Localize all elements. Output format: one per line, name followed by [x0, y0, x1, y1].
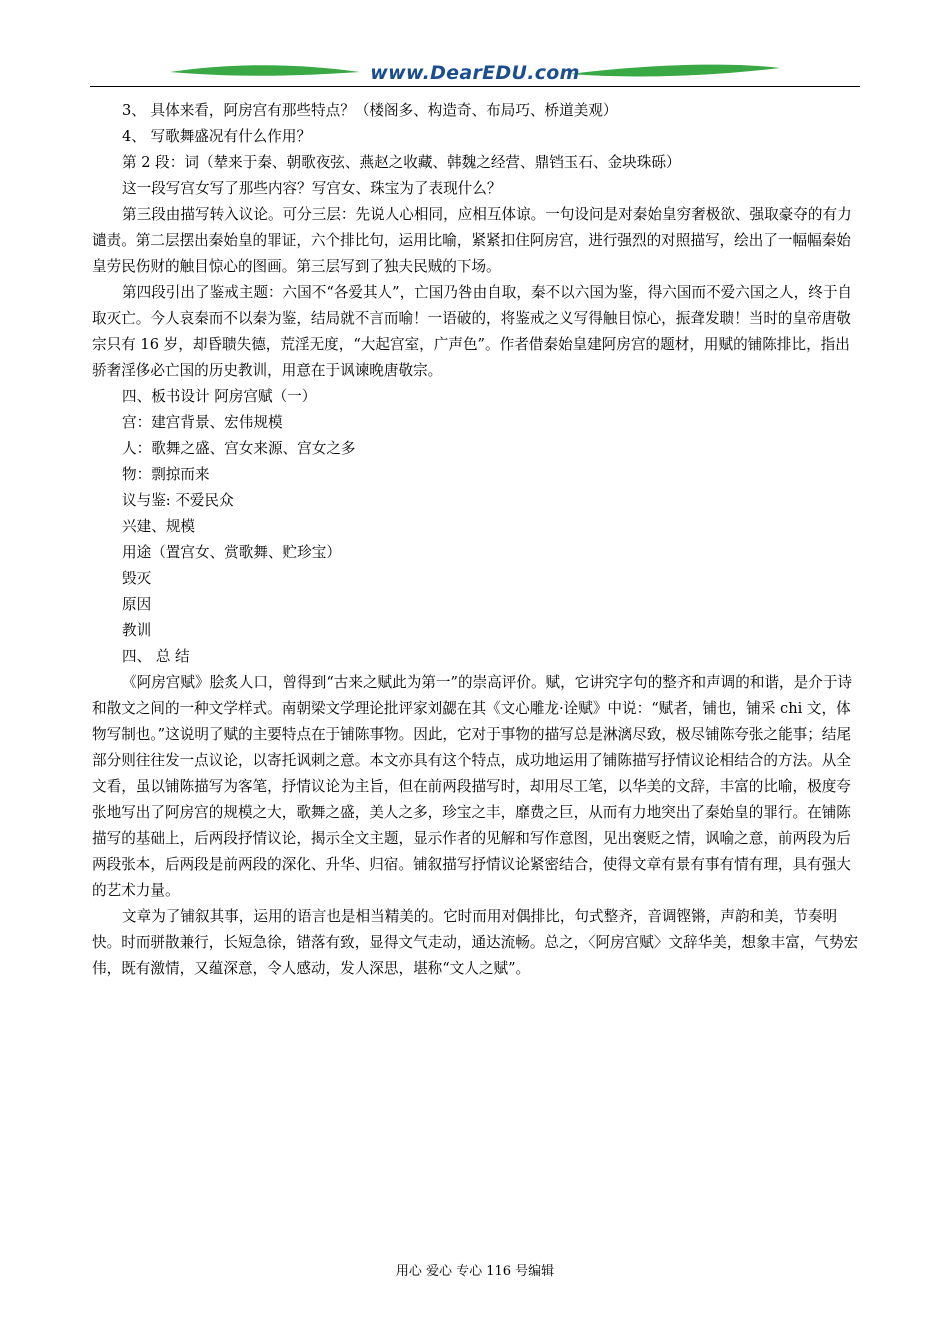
board-heading: 四、板书设计 阿房宫赋（一）	[122, 388, 317, 405]
board-line: 原因	[122, 596, 152, 613]
site-logo: www.DearEDU.com	[370, 62, 580, 84]
summary-paragraph-2: 文章为了铺叙其事，运用的语言也是相当精美的。它时而用对偶排比，句式整齐，音调铿锵，声韵和美，节奏明快。时而骈散兼行，长短急徐，错落有致，显得文气走动，通达流畅。总之，〈阿房宫赋〉文辞华美，想象丰富，气势宏伟，既有激情，又蕴深意，令人感动，发人深思，堪称“文人之赋”。	[92, 908, 859, 977]
board-line: 用途（置宫女、赏歌舞、贮珍宝）	[122, 544, 341, 561]
summary-paragraph-1: 《阿房宫赋》脍炙人口，曾得到“古来之赋此为第一”的崇高评价。赋，它讲究字句的整齐和声调的和谐，是介于诗和散文之间的一种文学样式。南朝梁文学理论批评家刘勰在其《文心雕龙·诠赋》中说：“赋者，铺也，铺采 chi 文，体物写制也。”这说明了赋的主要特点在于铺陈事物。因此，它对于事物的描写总是淋漓尽致，极尽铺陈夸张之能事；结尾部分则往往发一点议论，以寄托讽刺之意。本文亦具有这个特点，成功地运用了铺陈描写抒情议论相结合的方法。从全文看，虽以铺陈描写为客笔，抒情议论为主旨，但在前两段描写时，却用尽工笔，以华美的文辞，丰富的比喻，极度夸张地写出了阿房宫的规模之大，歌舞之盛，美人之多，珍宝之丰，靡费之巨，从而有力地突出了秦始皇的罪行。在铺陈描写的基础上，后两段抒情议论，揭示全文主题，显示作者的见解和写作意图，见出褒贬之情，讽喻之意，前两段为后两段张本，后两段是前两段的深化、升华、归宿。铺叙描写抒情议论紧密结合，使得文章有景有事有情有理，具有强大的艺术力量。	[92, 674, 853, 899]
header-divider	[90, 86, 860, 87]
document-body	[92, 98, 862, 982]
board-line: 人：歌舞之盛、宫女来源、宫女之多	[122, 440, 356, 457]
board-line: 宫：建宫背景、宏伟规模	[122, 414, 283, 431]
summary-heading: 四、 总 结	[122, 648, 190, 665]
question-3: 3、 具体来看，阿房宫有那些特点？（楼阁多、构造奇、布局巧、桥道美观）	[122, 102, 618, 119]
board-line: 教训	[122, 622, 152, 639]
paragraph-2-words: 第 2 段：词（辇来于秦、朝歌夜弦、燕赵之收藏、韩魏之经营、鼎铛玉石、金块珠砾）	[122, 154, 681, 171]
paragraph-3-analysis: 第三段由描写转入议论。可分三层：先说人心相同，应相互体谅。一句设问是对秦始皇穷奢极欲、强取豪夺的有力谴责。第二层摆出秦始皇的罪证，六个排比句，运用比喻，紧紧扣住阿房宫，进行强烈的对照描写，绘出了一幅幅秦始皇劳民伤财的触目惊心的图画。第三层写到了独夫民贼的下场。	[92, 206, 852, 275]
board-line: 物：剽掠而来	[122, 466, 210, 483]
paragraph-2-question: 这一段写宫女写了那些内容？写宫女、珠宝为了表现什么？	[122, 180, 502, 197]
question-4: 4、 写歌舞盛况有什么作用？	[122, 128, 312, 145]
page-header	[90, 58, 860, 90]
board-line: 议与鉴: 不爱民众	[122, 492, 234, 509]
board-line: 兴建、规模	[122, 518, 195, 535]
board-line: 毁灭	[122, 570, 152, 587]
paragraph-4-analysis: 第四段引出了鉴戒主题：六国不“各爱其人”，亡国乃咎由自取，秦不以六国为鉴，得六国而不爱六国之人，终于自取灭亡。今人哀秦而不以秦为鉴，结局就不言而喻！一语破的，将鉴戒之义写得触目惊心，振聋发聩！当时的皇帝唐敬宗只有 16 岁，却昏聩失德，荒淫无度，“大起宫室，广声色”。作者借秦始皇建阿房宫的题材，用赋的铺陈排比，指出骄奢淫侈必亡国的历史教训，用意在于讽谏晚唐敬宗。	[92, 284, 853, 379]
page-footer: 用心 爱心 专心 116 号编辑	[395, 1264, 555, 1279]
